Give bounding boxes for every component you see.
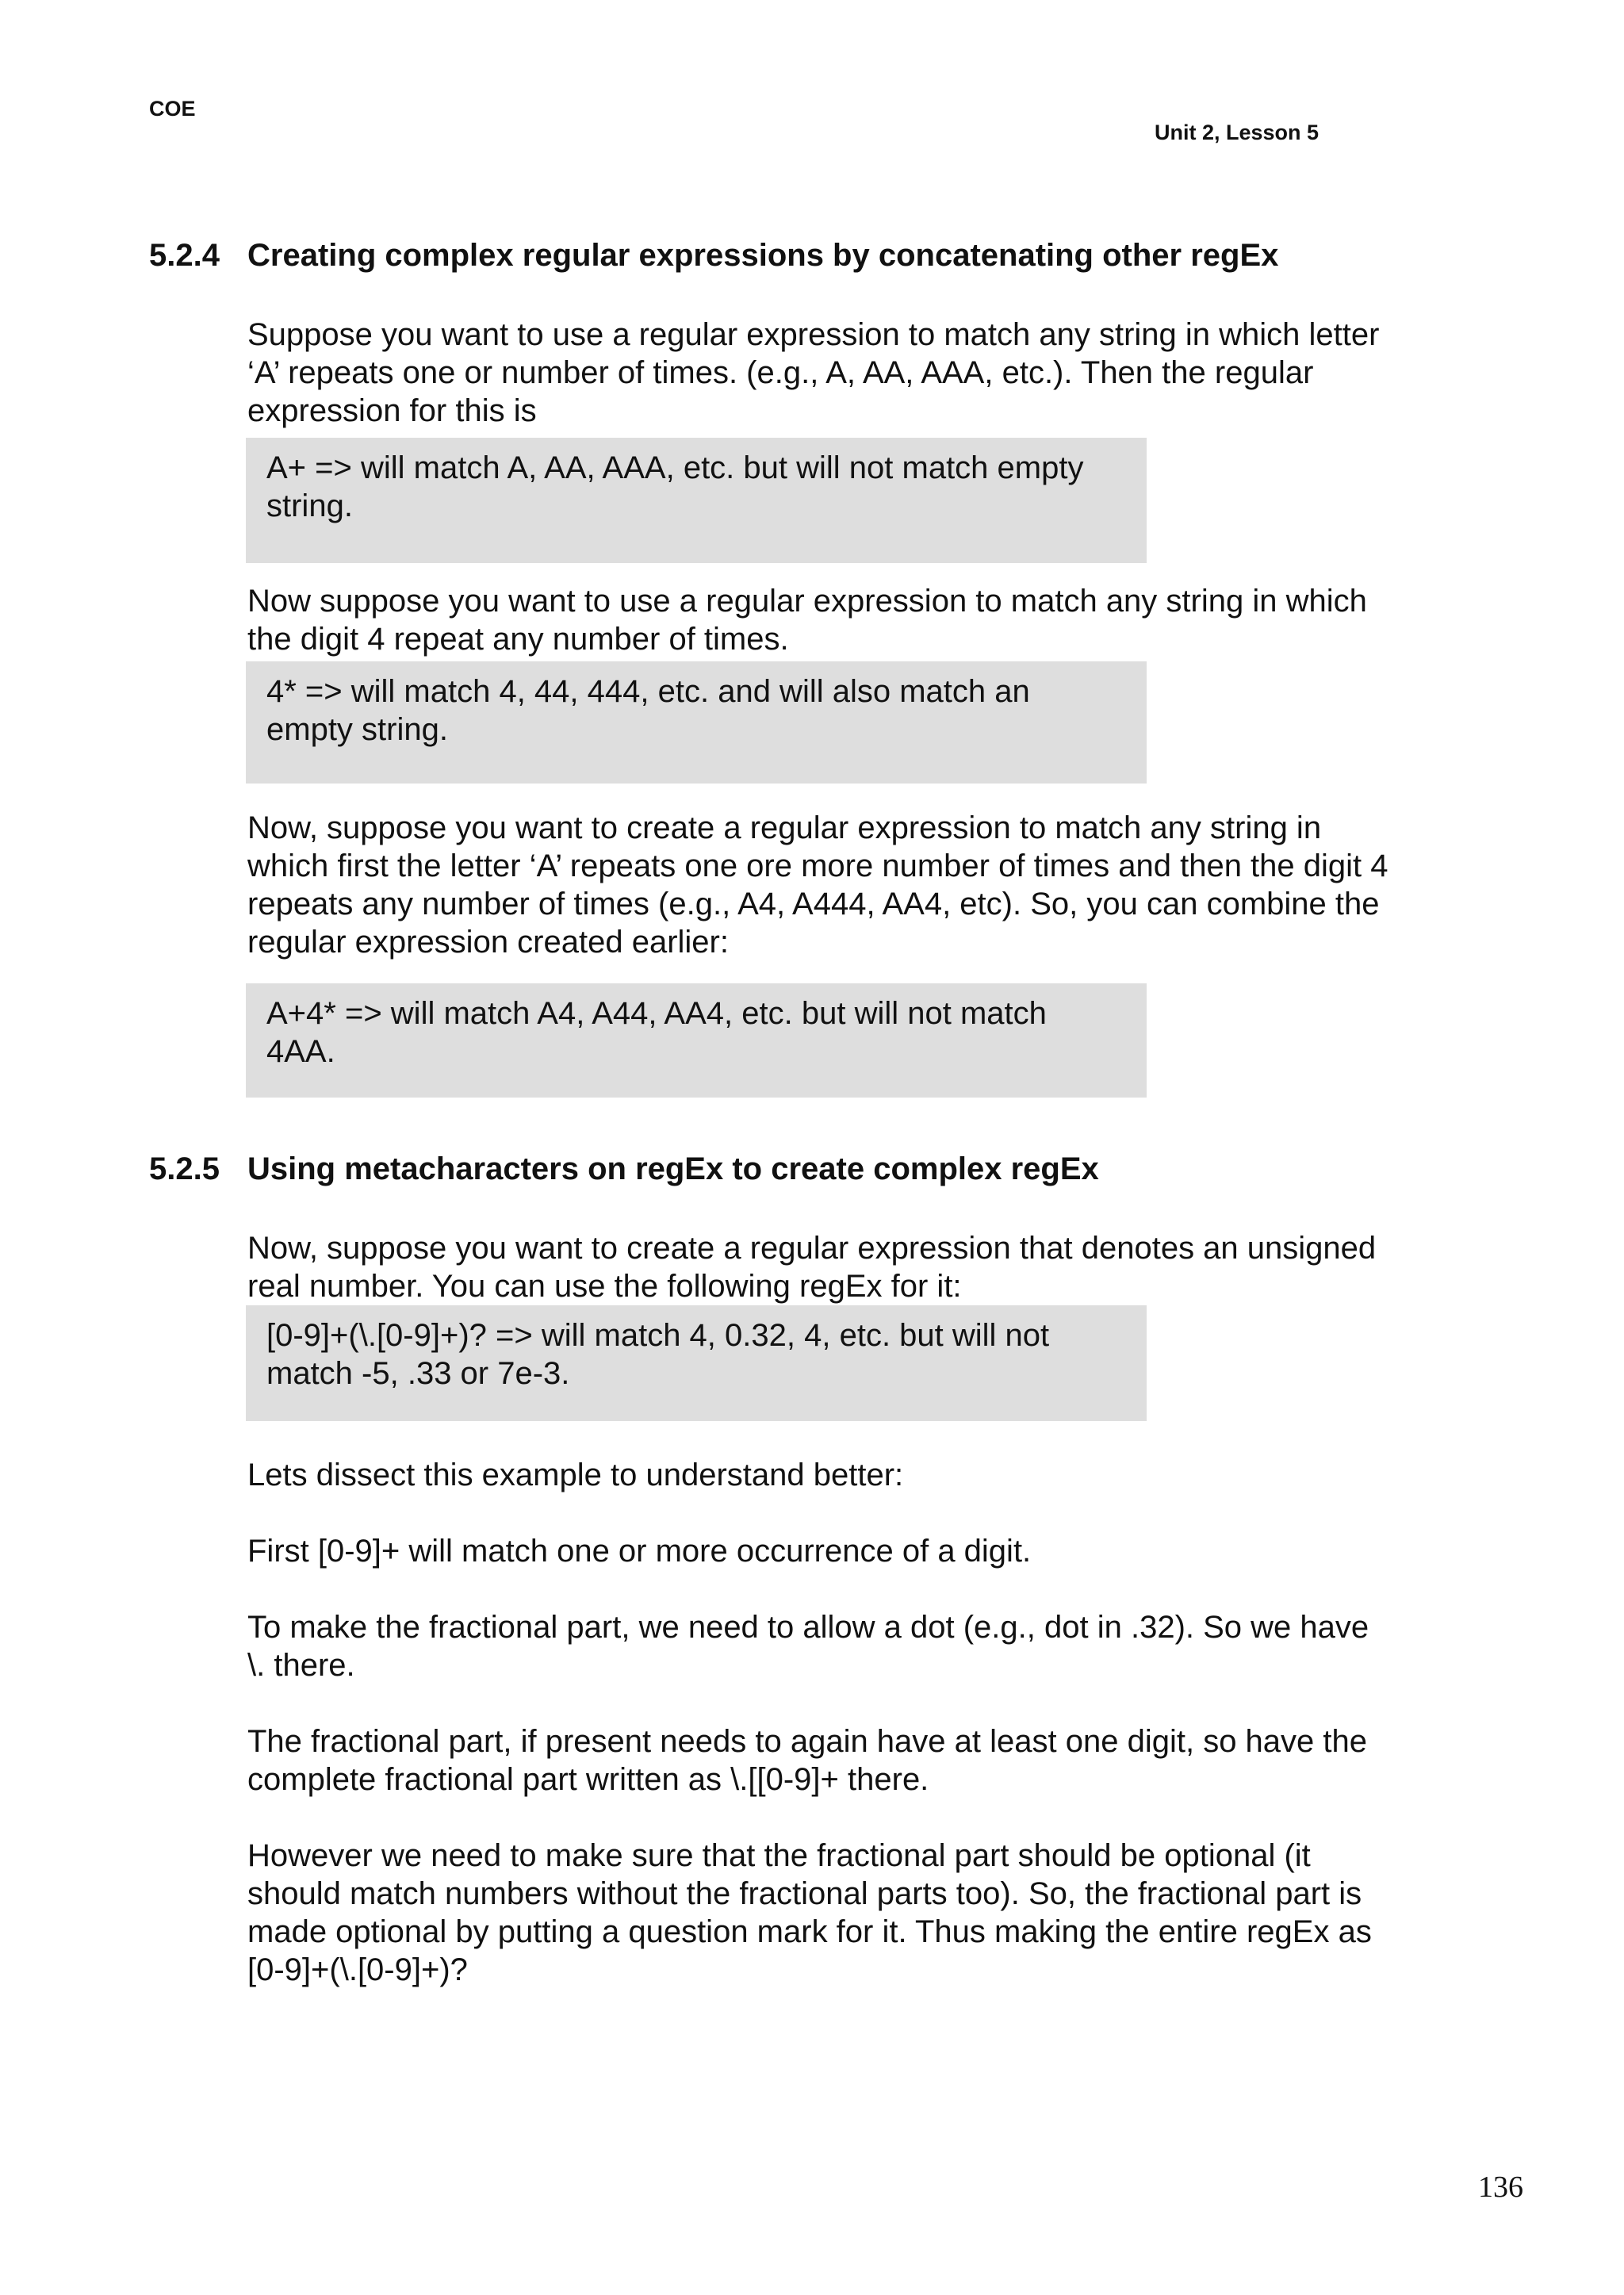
paragraph-1: Suppose you want to use a regular expression to match any string in which letter ‘A’ repeats one or number of times. (e.g., A, AA, AAA, etc.). Then the regular expression for this is	[247, 317, 1380, 428]
section-number: 5.2.5	[149, 1151, 220, 1186]
section-number: 5.2.4	[149, 238, 220, 273]
example-box-text: 4* => will match 4, 44, 444, etc. and will also match an empty string.	[266, 674, 1030, 747]
example-box-text: [0-9]+(\.[0-9]+)? => will match 4, 0.32, 4, etc. but will not match -5, .33 or 7e-3.	[266, 1318, 1050, 1391]
header-left: COE	[149, 97, 196, 121]
paragraph-7: To make the fractional part, we need to allow a dot (e.g., dot in .32). So we have \. there.	[247, 1610, 1369, 1683]
section-title: Creating complex regular expressions by concatenating other regEx	[247, 238, 1279, 273]
example-box-1	[246, 438, 1147, 563]
paragraph-3: Now, suppose you want to create a regular expression to match any string in which first the letter ‘A’ repeats one ore more number of times and then the digit 4 repeats any number of times (e.g., A4, A444, AA4, etc). So, you can combine the regular expression created earlier:	[247, 810, 1388, 960]
paragraph-4: Now, suppose you want to create a regular expression that denotes an unsigned real number. You can use the following regEx for it:	[247, 1231, 1377, 1304]
paragraph-8: The fractional part, if present needs to again have at least one digit, so have the complete fractional part written as \.[[0-9]+ there.	[247, 1724, 1368, 1797]
example-box-text: A+ => will match A, AA, AAA, etc. but will not match empty string.	[266, 450, 1084, 523]
header-right: Unit 2, Lesson 5	[1155, 121, 1320, 144]
example-box-3	[246, 983, 1147, 1098]
paragraph-9: However we need to make sure that the fractional part should be optional (it should match numbers without the fractional parts too). So, the fractional part is made optional by putting a question mark for it. Thus making the entire regEx as [0-9]+(\.[0-9]+)?	[247, 1838, 1372, 1987]
example-box-4	[246, 1305, 1147, 1421]
paragraph-2: Now suppose you want to use a regular expression to match any string in which the digit 4 repeat any number of times.	[247, 584, 1367, 657]
section-title: Using metacharacters on regEx to create complex regEx	[247, 1151, 1099, 1186]
page-number: 136	[1478, 2170, 1523, 2204]
paragraph-6: First [0-9]+ will match one or more occurrence of a digit.	[247, 1534, 1032, 1569]
example-box-text: A+4* => will match A4, A44, AA4, etc. but will not match 4AA.	[266, 996, 1047, 1069]
section-heading-5-2-5	[149, 1150, 1099, 1188]
example-box-2	[246, 661, 1147, 784]
paragraph-5: Lets dissect this example to understand better:	[247, 1458, 904, 1492]
section-heading-5-2-4	[149, 236, 1278, 274]
